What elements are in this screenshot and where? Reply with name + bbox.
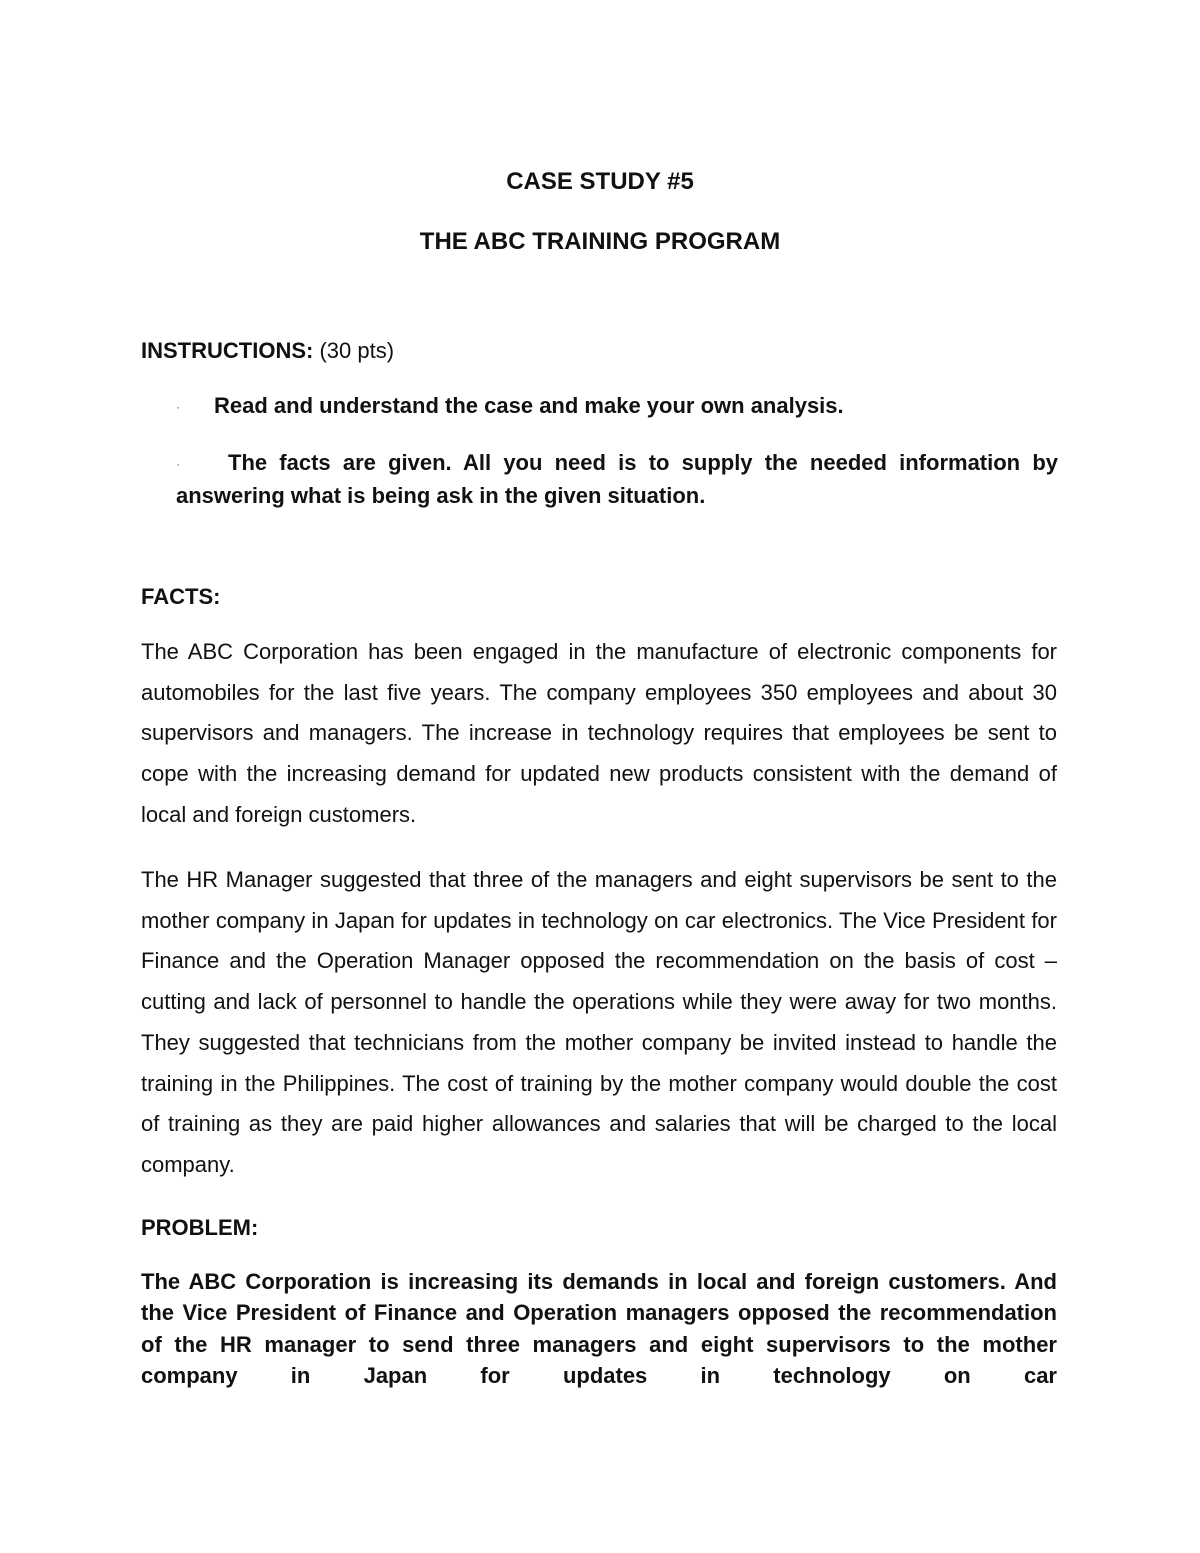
problem-heading: PROBLEM: [141,1215,259,1240]
facts-paragraph-2: The HR Manager suggested that three of the managers and eight supervisors be sent to the mother company in Japan for updates in technology on car electronics. The Vice President for Finance and the Operation Manager opposed the recommendation on the basis of cost – cutting and lack of personnel to handle the operations while they were away for two months. They suggested that technicians from the mother company be invited instead to handle the training in the Philippines. The cost of training by the mother company would double the cost of training as they are paid higher allowances and salaries that will be charged to the local company. [141,867,1057,1177]
bullet-dot-icon: · [176,400,180,415]
instructions-label: INSTRUCTIONS: [141,338,314,363]
instructions-line [141,338,394,364]
instruction-bullet-1-text: Read and understand the case and make your own analysis. [214,393,844,418]
instructions-points: (30 pts) [319,338,395,363]
facts-heading: FACTS: [141,584,221,609]
bullet-dot-icon: · [176,457,180,472]
instruction-bullet-2-text: The facts are given. All you need is to supply the needed information by answering what is being ask in the given situation. [176,450,1058,509]
problem-text: The ABC Corporation is increasing its demands in local and foreign customers. And the Vice President of Finance and Operation managers opposed the recommendation of the HR manager to send three managers and eight supervisors to the mother company in Japan for updates in technology on car [141,1269,1057,1388]
case-study-title: CASE STUDY #5 [506,168,694,195]
case-study-subtitle: THE ABC TRAINING PROGRAM [419,228,781,255]
instruction-bullet-2 [176,447,1058,512]
instruction-bullet-1 [176,393,1066,419]
facts-paragraph-1: The ABC Corporation has been engaged in the manufacture of electronic components for automobiles for the last five years. The company employees 350 employees and about 30 supervisors and managers. The increase in technology requires that employees be sent to cope with the increasing demand for updated new products consistent with the demand of local and foreign customers. [141,639,1057,827]
